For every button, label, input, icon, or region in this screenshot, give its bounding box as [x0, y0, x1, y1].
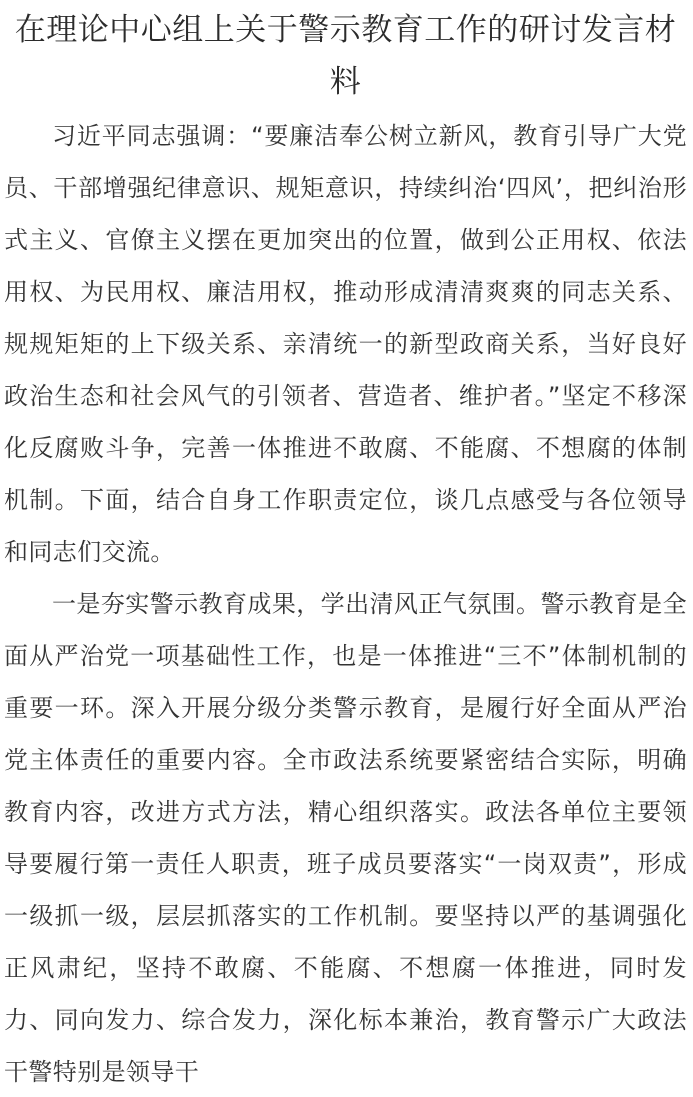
title-block [4, 4, 687, 108]
paragraph-2: 一是夯实警示教育成果，学出清风正气氛围。警示教育是全面从严治党一项基础性工作，也是一体推进“三不”体制机制的重要一环。深入开展分级分类警示教育，是履行好全面从严治党主体责任的重要内容。全市政法系统要紧密结合实际，明确教育内容，改进方式方法，精心组织落实。政法各单位主要领导要履行第一责任人职责，班子成员要落实“一岗双责”，形成一级抓一级，层层抓落实的工作机制。要坚持以严的基调强化正风肃纪，坚持不敢腐、不能腐、不想腐一体推进，同时发力、同向发力、综合发力，深化标本兼治，教育警示广大政法干警特别是领导干 [4, 590, 687, 1086]
document-title: 在理论中心组上关于警示教育工作的研讨发言材料 [14, 12, 677, 100]
paragraph-1: 习近平同志强调：“要廉洁奉公树立新风，教育引导广大党员、干部增强纪律意识、规矩意识，持续纠治‘四风’，把纠治形式主义、官僚主义摆在更加突出的位置，做到公正用权、依法用权、为民用权、廉洁用权，推动形成清清爽爽的同志关系、规规矩矩的上下级关系、亲清统一的新型政商关系，当好良好政治生态和社会风气的引领者、营造者、维护者。”坚定不移深化反腐败斗争，完善一体推进不敢腐、不能腐、不想腐的体制机制。下面，结合自身工作职责定位，谈几点感受与各位领导和同志们交流。 [4, 122, 687, 566]
document-body [4, 110, 687, 1097]
